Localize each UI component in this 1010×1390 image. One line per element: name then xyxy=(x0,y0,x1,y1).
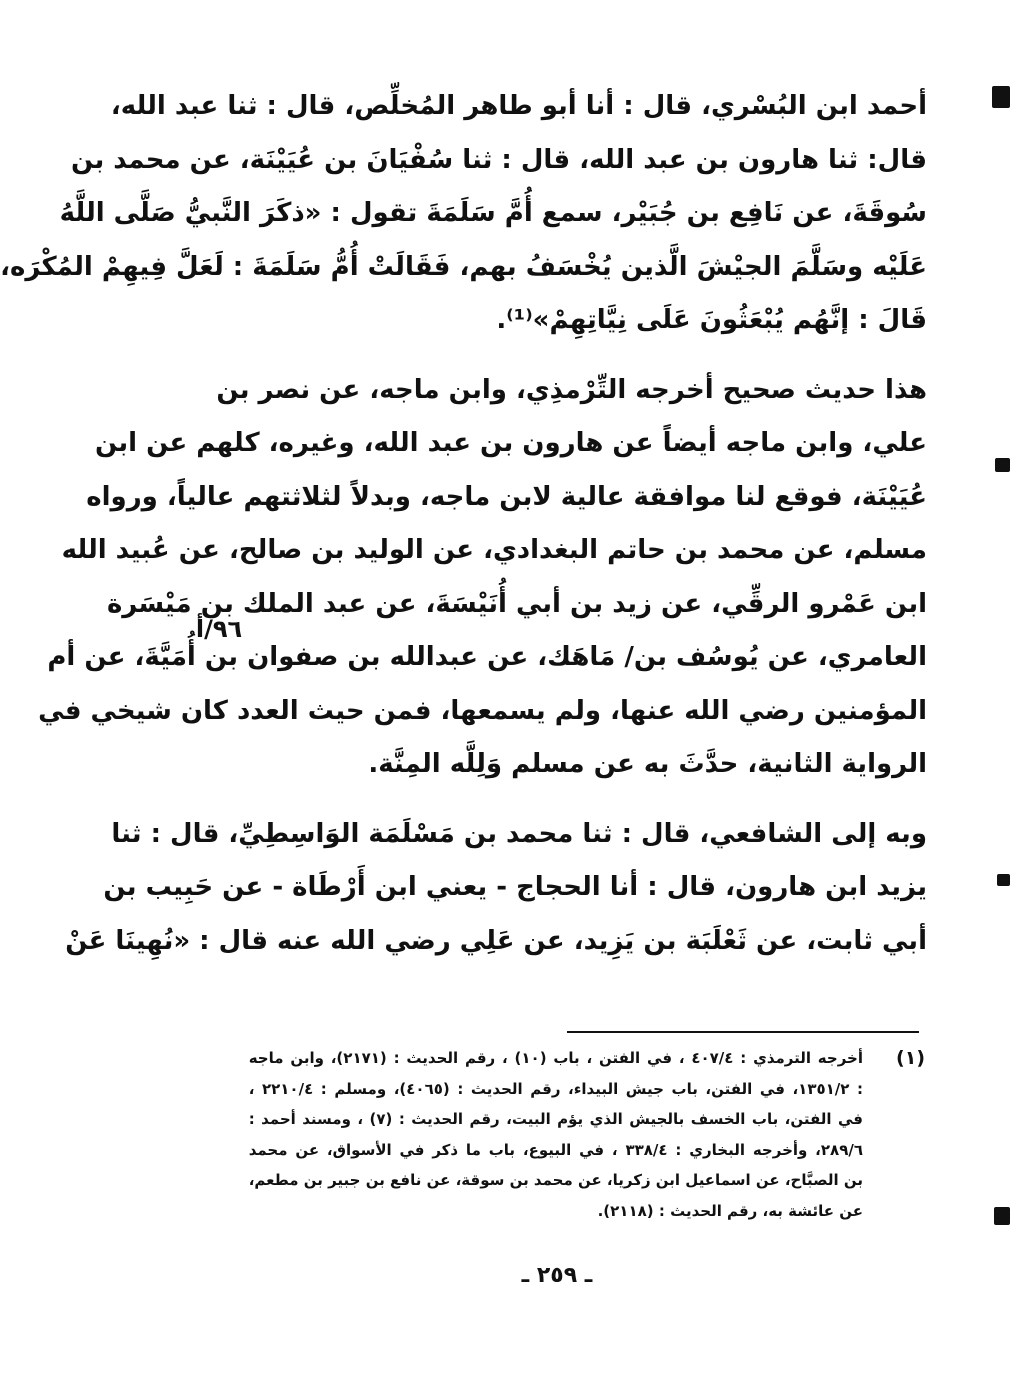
text-line: مسلم، عن محمد بن حاتم البغدادي، عن الوليد بن صالح، عن عُبيد الله xyxy=(61,535,927,565)
page-edge-mark xyxy=(997,874,1010,886)
footnote-divider xyxy=(567,1031,919,1033)
page-number: ـ ٢٥٩ ـ xyxy=(521,1263,593,1288)
paragraph-hadith xyxy=(0,80,927,348)
paragraph-gap xyxy=(247,348,927,364)
footnotes xyxy=(249,1043,925,1226)
text-line: قَالَ : إنَّهُم يُبْعَثُونَ عَلَى نِيَّاتِهِمْ»⁽¹⁾. xyxy=(496,305,927,335)
page-edge-mark xyxy=(994,1207,1010,1225)
text-line: الرواية الثانية، حدَّثَ به عن مسلم وَلِلَّه المِنَّة. xyxy=(368,749,927,779)
text-line: العامري، عن يُوسُف بن/ مَاهَك، عن عبدالله بن صفوان بن أُمَيَّةَ، عن أم xyxy=(47,642,927,672)
text-line: هذا حديث صحيح أخرجه التِّرْمذِي، وابن ماجه، عن نصر بن xyxy=(216,374,927,405)
footnote-line: أخرجه الترمذي : ٤٠٧/٤ ، في الفتن ، باب (١٠) ، رقم الحديث : (٢١٧١)، وابن ماجه xyxy=(248,1049,864,1067)
text-line: سُوقَةَ، عن نَافِع بن جُبَيْر، سمع أُمَّ سَلَمَةَ تقول : «ذكَرَ النَّبيُّ صَلَّى اللَّهُ xyxy=(59,198,927,228)
paragraph-gap xyxy=(247,792,927,808)
footnote-text xyxy=(249,1043,863,1226)
text-line: أحمد ابن البُسْري، قال : أنا أبو طاهر المُخلِّص، قال : ثنا عبد الله، xyxy=(110,91,927,121)
footnote-line: ٢٨٩/٦، وأخرجه البخاري : ٣٣٨/٤ ، في البيوع، باب ما ذكر في الأسواق، عن محمد xyxy=(248,1140,863,1159)
text-line: عُيَيْنَة، فوقع لنا موافقة عالية لابن ماجه، وبدلاً لثلاثتهم عالياً، ورواه xyxy=(86,481,927,512)
footnote-line: : ١٣٥١/٢، في الفتن، باب جيش البيداء، رقم الحديث : (٤٠٦٥)، ومسلم : ٢٢١٠/٤ ، xyxy=(248,1079,864,1098)
footnote-line: في الفتن، باب الخسف بالجيش الذي يؤم البيت، رقم الحديث : (٧) ، ومسند أحمد : xyxy=(248,1110,864,1128)
text-line: يزيد ابن هارون، قال : أنا الحجاج - يعني ابن أَرْطَاة - عن حَبِيب بن xyxy=(103,872,927,902)
manuscript-folio-note: ٩٦/أ xyxy=(195,615,243,643)
text-line: المؤمنين رضي الله عنها، ولم يسمعها، فمن حيث العدد كان شيخي في xyxy=(38,695,927,726)
footnote-line: عن عائشة به، رقم الحديث : (٢١١٨). xyxy=(597,1201,863,1220)
footnote-item xyxy=(249,1043,925,1226)
paragraph-next-hadith xyxy=(65,808,927,969)
text-line: علي، وابن ماجه أيضاً عن هارون بن عبد الله، وغيره، كلهم عن ابن xyxy=(94,428,927,458)
footnote-line: بن الصبَّاح، عن اسماعيل ابن زكريا، عن محمد بن سوقة، عن نافع بن جبير بن مطعم، xyxy=(248,1171,863,1189)
text-line: أبي ثابت، عن ثَعْلَبَة بن يَزِيد، عن عَلِي رضي الله عنه قال : «نُهِينَا عَنْ xyxy=(65,925,927,956)
text-line: عَلَيْه وسَلَّمَ الجيْشَ الَّذين يُخْسَفُ بهم، فَقَالَتْ أُمُّ سَلَمَةَ : لَعَلَّ فِيهِمْ المُكْرَه، xyxy=(0,251,927,282)
text-line: وبه إلى الشافعي، قال : ثنا محمد بن مَسْلَمَة الوَاسِطِيِّ، قال : ثنا xyxy=(111,818,927,849)
footnote-marker: (١) xyxy=(896,1047,925,1069)
page-edge-mark xyxy=(995,458,1010,472)
text-line: قال: ثنا هارون بن عبد الله، قال : ثنا سُفْيَانَ بن عُيَيْنَة، عن محمد بن xyxy=(71,144,927,175)
text-line: ابن عَمْرو الرقِّي، عن زيد بن أبي أُنَيْسَةَ، عن عبد الملك بن مَيْسَرة xyxy=(106,588,927,619)
page-edge-mark xyxy=(992,86,1010,108)
